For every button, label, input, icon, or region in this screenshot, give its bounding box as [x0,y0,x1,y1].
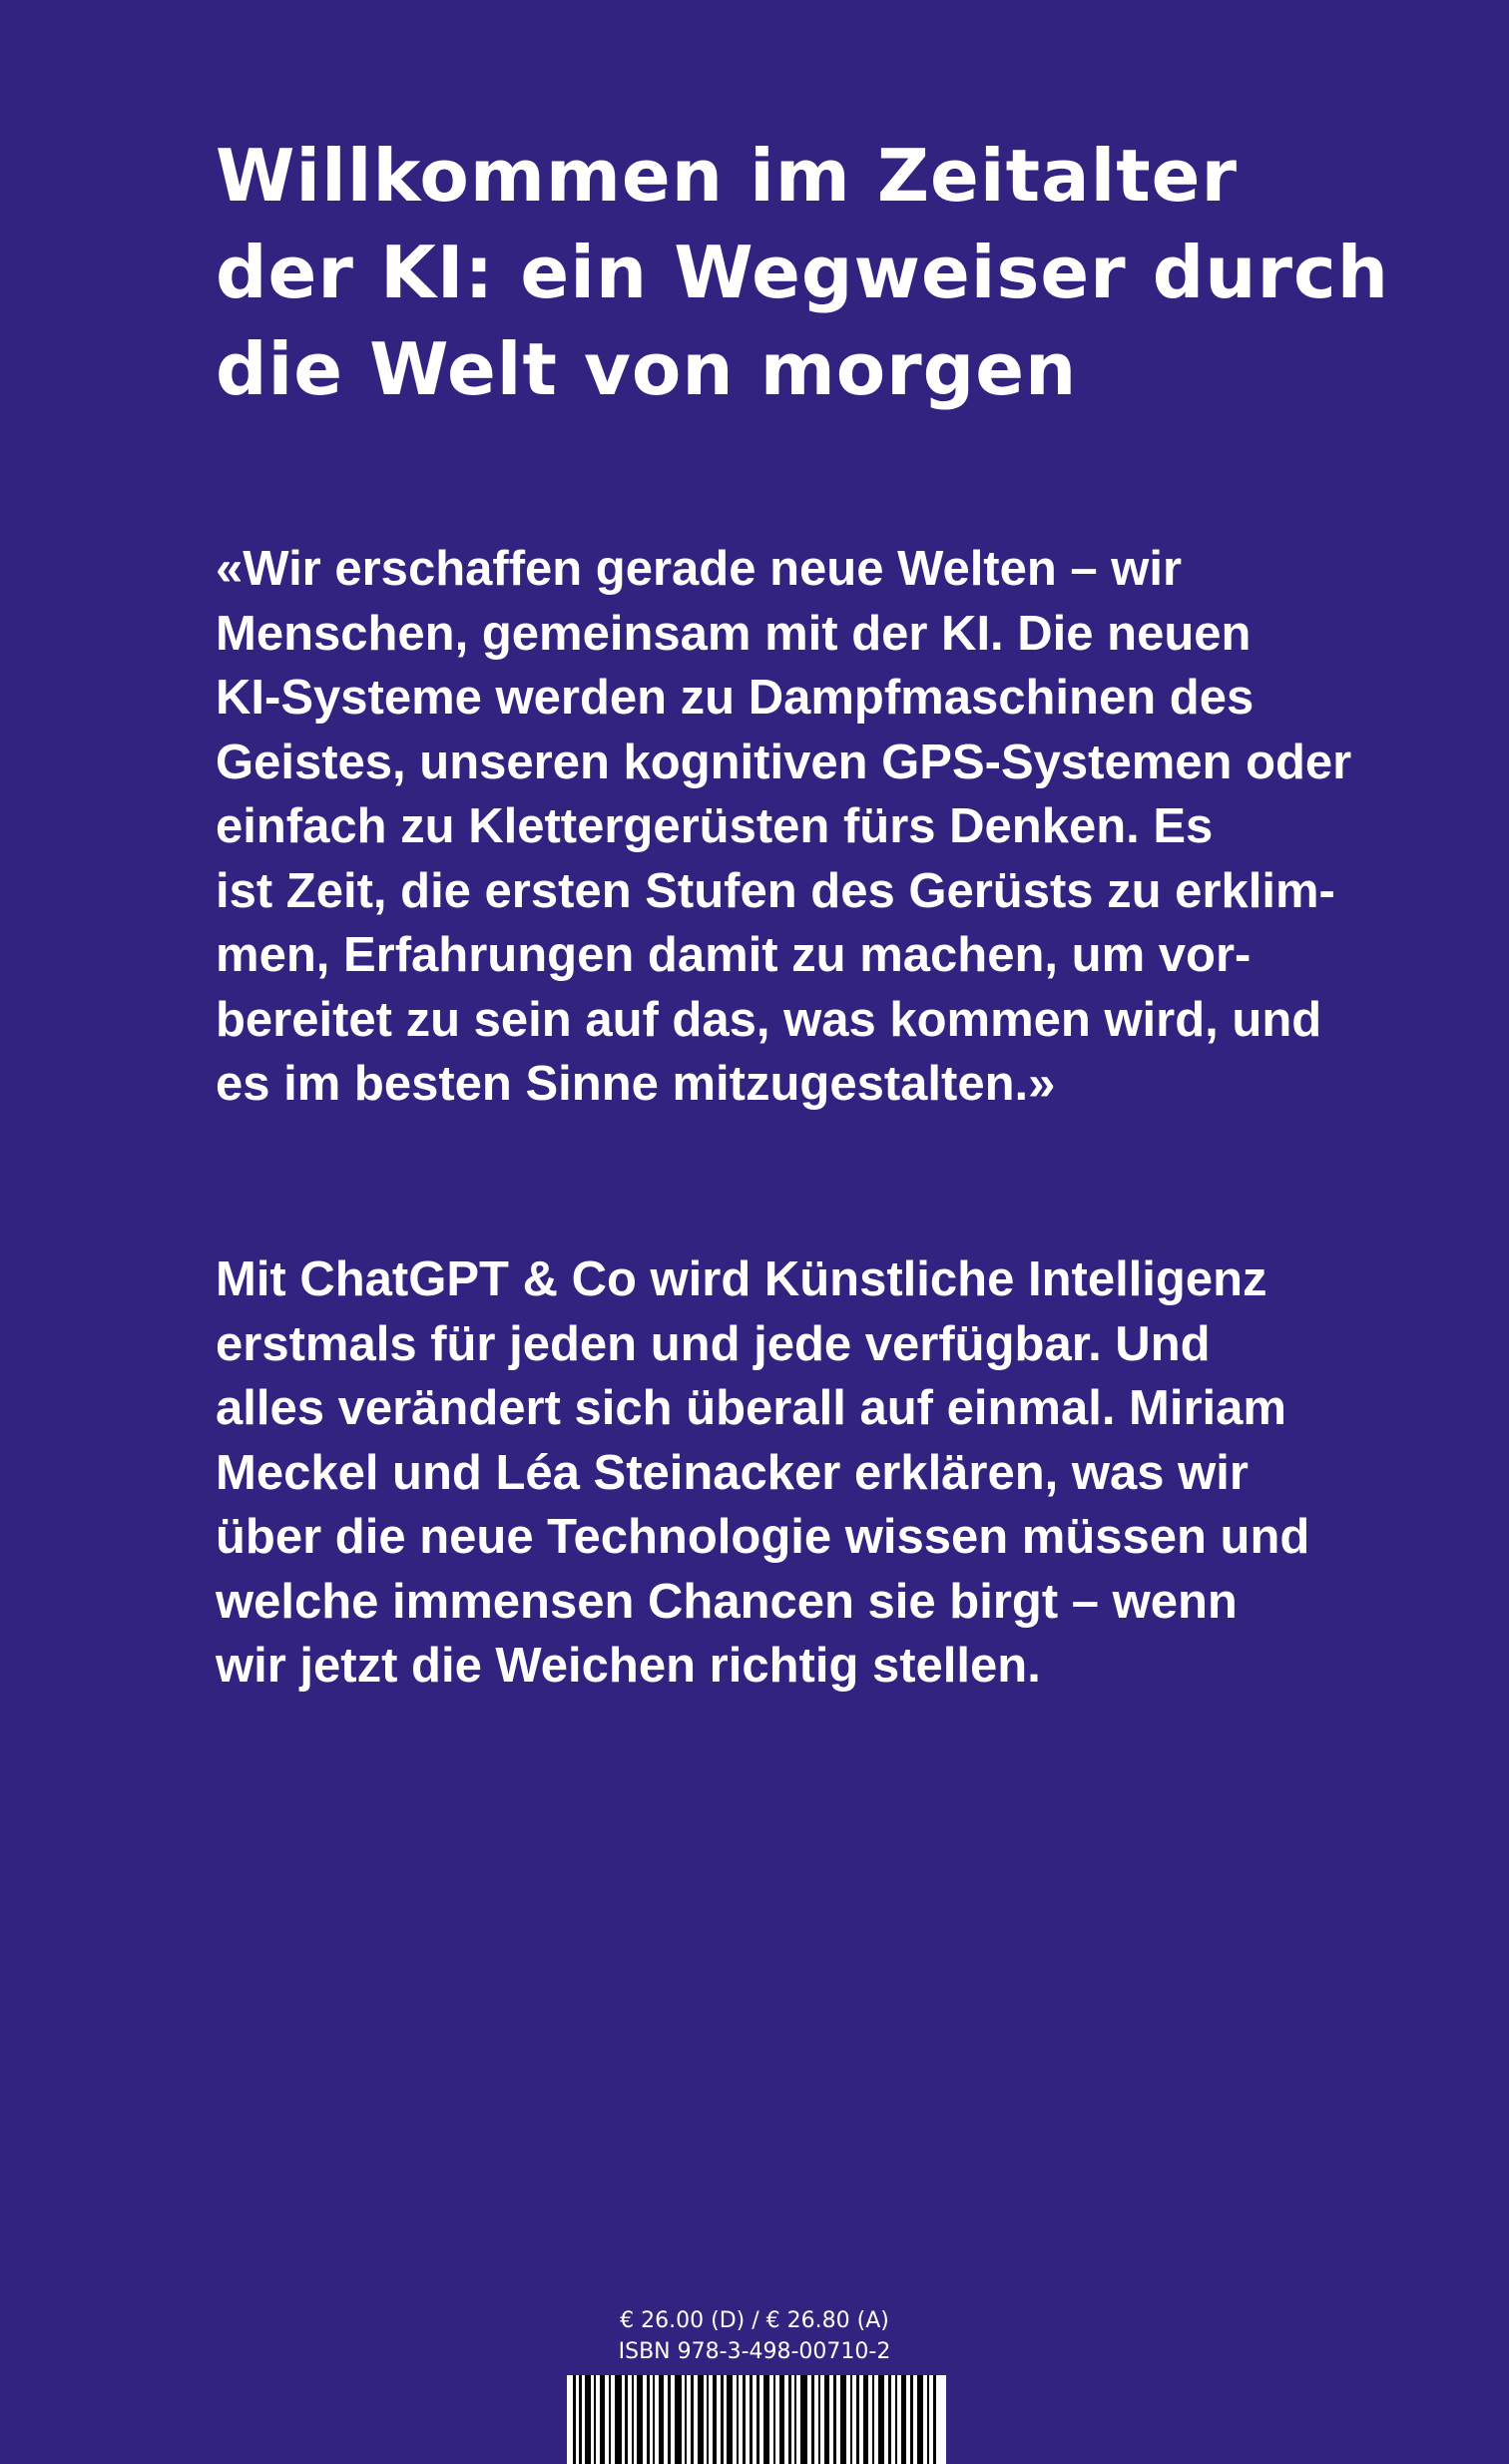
title-line: die Welt von morgen [216,327,1078,411]
price-isbn-info [555,2305,954,2367]
quote-line: Geistes, unseren kognitiven GPS-Systemen oder [216,735,1352,789]
isbn-label: ISBN 978-3-498-00710-2 [618,2339,891,2364]
quote-line: men, Erfahrungen damit zu machen, um vor- [216,928,1252,982]
quote-paragraph [216,537,1393,1117]
quote-line: KI-Systeme werden zu Dampfmaschinen des [216,671,1255,725]
quote-line: ist Zeit, die ersten Stufen des Gerüsts zu erklim- [216,863,1335,918]
description-line: welche immensen Chancen sie birgt – wenn [216,1574,1238,1629]
quote-line: Menschen, gemeinsam mit der KI. Die neuen [216,606,1252,661]
quote-line: bereitet zu sein auf das, was kommen wird, und [216,992,1322,1047]
quote-line: es im besten Sinne mitzugestalten.» [216,1057,1056,1111]
cover-title [216,128,1389,418]
description-line: über die neue Technologie wissen müssen und [216,1510,1310,1564]
barcode [567,2375,946,2464]
description-line: wir jetzt die Weichen richtig stellen. [216,1639,1041,1693]
description-line: Meckel und Léa Steinacker erklären, was wir [216,1445,1249,1500]
description-line: erstmals für jeden und jede verfügbar. Und [216,1316,1211,1371]
description-paragraph [216,1247,1393,1699]
barcode-graphic [567,2375,946,2464]
quote-line: einfach zu Klettergerüsten fürs Denken. Es [216,799,1214,853]
quote-line: «Wir erschaffen gerade neue Welten – wir [216,542,1183,596]
title-line: der KI: ein Wegweiser durch [216,231,1389,314]
price-label: € 26.00 (D) / € 26.80 (A) [620,2308,889,2333]
title-line: Willkommen im Zeitalter [216,134,1239,218]
description-line: Mit ChatGPT & Co wird Künstliche Intelligenz [216,1252,1267,1306]
description-line: alles verändert sich überall auf einmal. Miriam [216,1381,1286,1435]
